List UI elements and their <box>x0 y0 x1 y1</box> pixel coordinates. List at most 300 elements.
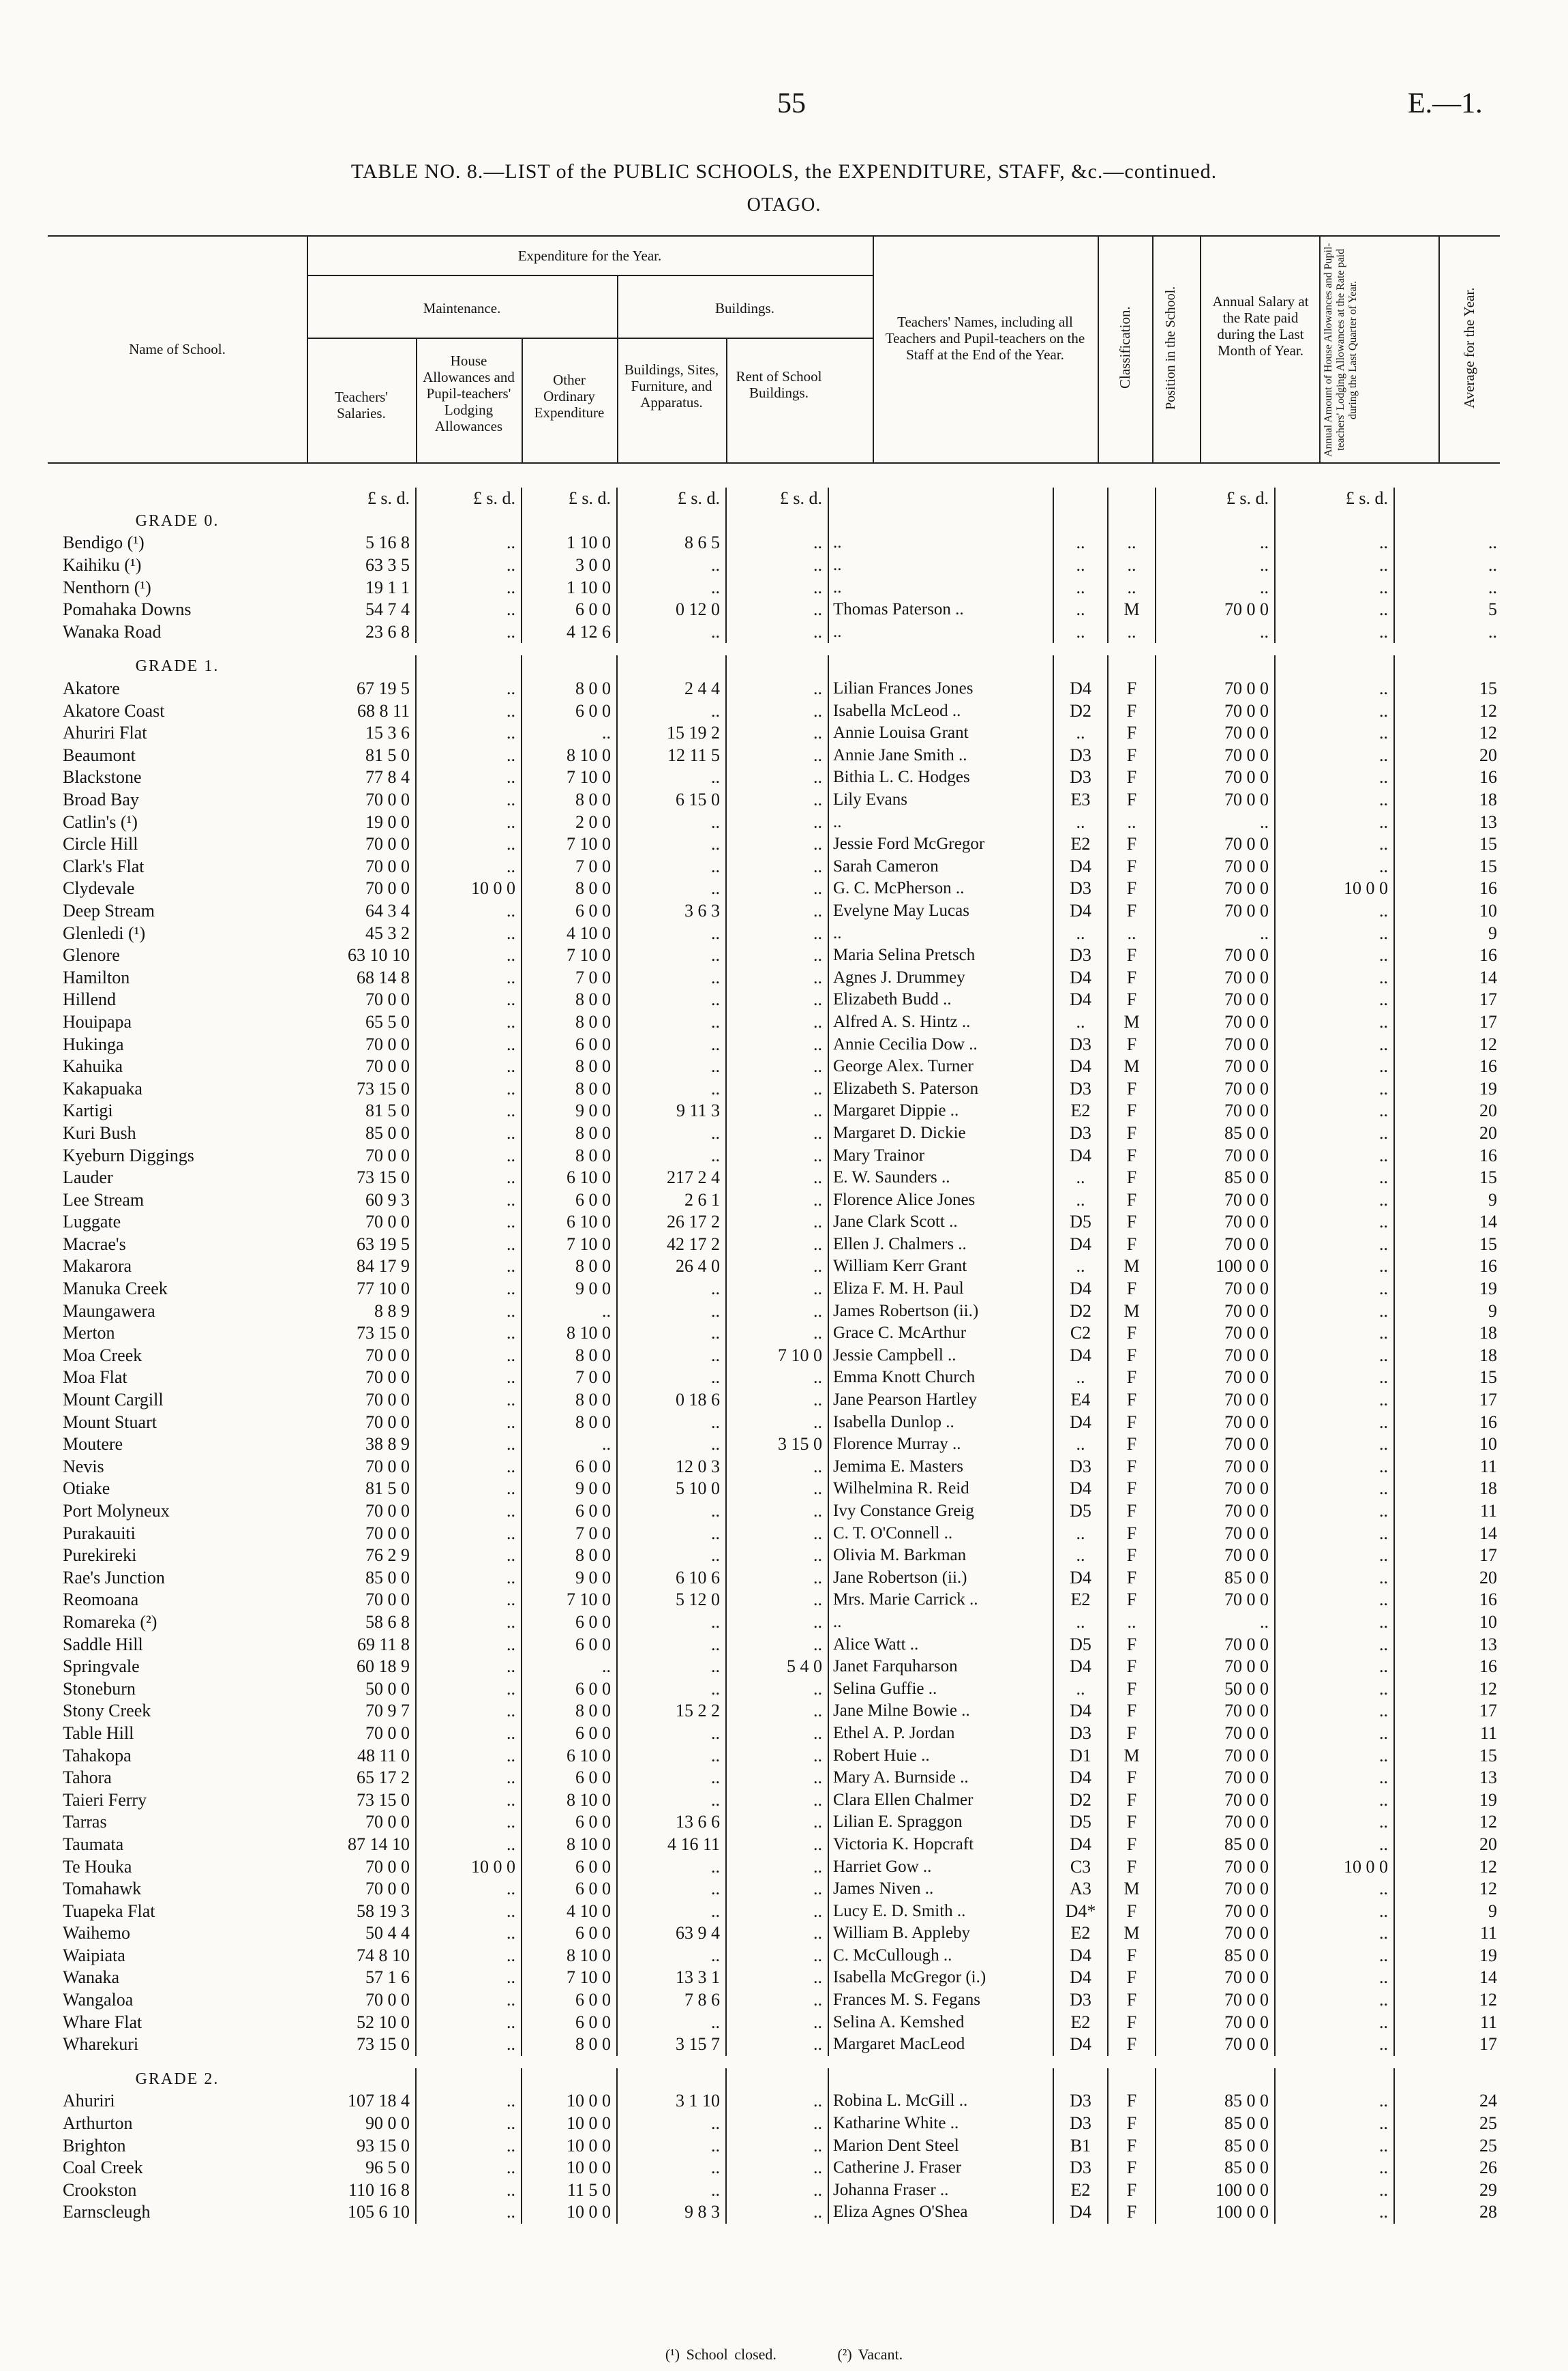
classification: D3 <box>1053 745 1108 767</box>
grade-row-cell <box>617 655 726 678</box>
annual-allowances: .. <box>1275 1300 1394 1322</box>
position: F <box>1108 1478 1156 1500</box>
classification: D4 <box>1053 1411 1108 1433</box>
teacher-name: Jessie Campbell .. <box>828 1345 1053 1367</box>
footnote-school-closed: (¹) School closed. <box>665 2346 777 2363</box>
group-buildings: Buildings. <box>715 300 774 316</box>
school-name: Moutere <box>63 1434 123 1455</box>
annual-salary: 70 0 0 <box>1156 1189 1275 1211</box>
average-attendance: 13 <box>1479 1768 1497 1788</box>
buildings-cost: 5 12 0 <box>617 1589 726 1611</box>
rent: .. <box>726 1500 828 1523</box>
buildings-cost: 8 6 5 <box>617 532 726 554</box>
classification: .. <box>1053 1677 1108 1700</box>
annual-salary: 70 0 0 <box>1156 1411 1275 1433</box>
other-expenditure: 6 0 0 <box>522 1456 617 1478</box>
average-attendance: 18 <box>1479 790 1497 810</box>
average-attendance: 11 <box>1479 1501 1497 1521</box>
annual-salary: 70 0 0 <box>1156 1723 1275 1745</box>
grade-row-cell <box>1108 510 1156 533</box>
other-expenditure: 6 10 0 <box>522 1167 617 1189</box>
house-allowances: .. <box>416 1611 522 1634</box>
table-row <box>48 1656 1500 1678</box>
classification: C3 <box>1053 1855 1108 1878</box>
house-allowances: .. <box>416 811 522 833</box>
teacher-name: E. W. Saunders .. <box>828 1167 1053 1189</box>
other-expenditure: 7 10 0 <box>522 766 617 789</box>
teacher-name: Wilhelmina R. Reid <box>828 1478 1053 1500</box>
annual-salary: .. <box>1156 621 1275 644</box>
house-allowances: .. <box>416 532 522 554</box>
rent: .. <box>726 2179 828 2202</box>
grade-row-cell <box>1275 2068 1394 2091</box>
average-attendance: 12 <box>1479 1990 1497 2010</box>
annual-allowances: .. <box>1275 1922 1394 1945</box>
position: M <box>1108 1255 1156 1278</box>
average-attendance: 19 <box>1479 1789 1497 1810</box>
teachers-salaries: 73 15 0 <box>307 1077 416 1100</box>
rent: .. <box>726 745 828 767</box>
teachers-salaries: 81 5 0 <box>307 745 416 767</box>
average-attendance: 5 <box>1488 599 1497 620</box>
column-teachers-salaries: Teachers' Salaries. <box>334 389 389 421</box>
house-allowances: .. <box>416 2134 522 2157</box>
rent: .. <box>726 1834 828 1856</box>
position: F <box>1108 833 1156 856</box>
grade-row-cell <box>1156 655 1275 678</box>
table-row <box>48 1389 1500 1412</box>
school-name: Pomahaka Downs <box>63 599 192 620</box>
rent: .. <box>726 1033 828 1056</box>
teachers-salaries: 69 11 8 <box>307 1633 416 1656</box>
teacher-name: Mary A. Burnside .. <box>828 1767 1053 1789</box>
units-cell: £ s. d. <box>726 488 828 510</box>
teachers-salaries: 81 5 0 <box>307 1478 416 1500</box>
rent: .. <box>726 532 828 554</box>
annual-allowances: .. <box>1275 599 1394 621</box>
classification: D4 <box>1053 1056 1108 1078</box>
classification: D4 <box>1053 1967 1108 1989</box>
classification: .. <box>1053 1189 1108 1211</box>
classification: .. <box>1053 599 1108 621</box>
classification: D5 <box>1053 1500 1108 1523</box>
teachers-salaries: 68 14 8 <box>307 966 416 989</box>
position: F <box>1108 1077 1156 1100</box>
average-attendance: 12 <box>1479 723 1497 743</box>
grade-row-cell <box>416 510 522 533</box>
teachers-salaries: 70 0 0 <box>307 1144 416 1167</box>
classification: .. <box>1053 1611 1108 1634</box>
annual-salary: 70 0 0 <box>1156 678 1275 700</box>
table-row <box>48 1167 1500 1189</box>
page-number: 55 <box>777 88 806 119</box>
average-attendance: 14 <box>1479 1212 1497 1232</box>
buildings-cost: .. <box>617 1611 726 1634</box>
annual-allowances: .. <box>1275 745 1394 767</box>
school-name: Table Hill <box>63 1723 134 1743</box>
teacher-name: C. T. O'Connell .. <box>828 1522 1053 1545</box>
annual-allowances: .. <box>1275 1433 1394 1456</box>
house-allowances: .. <box>416 900 522 923</box>
rent: .. <box>726 2134 828 2157</box>
buildings-cost: .. <box>617 2113 726 2135</box>
school-name: Kyeburn Diggings <box>63 1145 194 1165</box>
buildings-cost: .. <box>617 1278 726 1300</box>
annual-allowances: .. <box>1275 1234 1394 1256</box>
rent: .. <box>726 621 828 644</box>
teachers-salaries: 70 0 0 <box>307 1411 416 1433</box>
position: .. <box>1108 1611 1156 1634</box>
house-allowances: .. <box>416 1945 522 1967</box>
average-attendance: 10 <box>1479 1434 1497 1455</box>
average-attendance: 15 <box>1479 834 1497 854</box>
teacher-name: Katharine White .. <box>828 2113 1053 2135</box>
other-expenditure: 6 0 0 <box>522 1989 617 2012</box>
classification: D5 <box>1053 1211 1108 1234</box>
teacher-name: Florence Alice Jones <box>828 1189 1053 1211</box>
annual-allowances: 10 0 0 <box>1275 1855 1394 1878</box>
rent: .. <box>726 1278 828 1300</box>
other-expenditure: 7 10 0 <box>522 1589 617 1611</box>
teachers-salaries: 70 0 0 <box>307 1989 416 2012</box>
school-name: Ahuriri <box>63 2091 115 2111</box>
house-allowances: .. <box>416 2179 522 2202</box>
school-name: Blackstone <box>63 767 142 788</box>
school-name: Tarras <box>63 1812 107 1832</box>
annual-salary: 70 0 0 <box>1156 1589 1275 1611</box>
teachers-salaries: 96 5 0 <box>307 2157 416 2179</box>
average-attendance: 16 <box>1479 1590 1497 1610</box>
annual-salary: 70 0 0 <box>1156 1767 1275 1789</box>
annual-salary: 70 0 0 <box>1156 1967 1275 1989</box>
classification: D3 <box>1053 1989 1108 2012</box>
buildings-cost: .. <box>617 621 726 644</box>
teacher-name: .. <box>828 576 1053 599</box>
house-allowances: .. <box>416 1433 522 1456</box>
rent: .. <box>726 1945 828 1967</box>
rent: .. <box>726 1922 828 1945</box>
grade-row-cell <box>726 510 828 533</box>
buildings-cost: 12 11 5 <box>617 745 726 767</box>
group-maintenance: Maintenance. <box>423 300 501 316</box>
annual-salary: 70 0 0 <box>1156 1900 1275 1922</box>
house-allowances: .. <box>416 2201 522 2224</box>
units-cell: £ s. d. <box>522 488 617 510</box>
annual-allowances: .. <box>1275 1367 1394 1389</box>
table-row <box>48 1056 1500 1078</box>
average-attendance: 17 <box>1479 1701 1497 1721</box>
average-attendance: 19 <box>1479 1945 1497 1965</box>
average-attendance: 16 <box>1479 1256 1497 1277</box>
average-attendance: 12 <box>1479 1879 1497 1899</box>
table-row <box>48 1989 1500 2012</box>
position: F <box>1108 789 1156 811</box>
annual-allowances: .. <box>1275 1945 1394 1967</box>
annual-allowances: .. <box>1275 1211 1394 1234</box>
annual-allowances: .. <box>1275 678 1394 700</box>
table-row <box>48 532 1500 554</box>
rent: .. <box>726 1855 828 1878</box>
buildings-cost: 3 6 3 <box>617 900 726 923</box>
average-attendance: 16 <box>1479 767 1497 788</box>
other-expenditure: 8 10 0 <box>522 1789 617 1811</box>
house-allowances: .. <box>416 2090 522 2113</box>
other-expenditure: 7 10 0 <box>522 833 617 856</box>
buildings-cost: .. <box>617 1300 726 1322</box>
buildings-cost: 3 15 7 <box>617 2033 726 2056</box>
other-expenditure: .. <box>522 1300 617 1322</box>
average-attendance: 9 <box>1488 1189 1497 1210</box>
column-average: Average for the Year. <box>1461 287 1477 408</box>
other-expenditure: 6 0 0 <box>522 1878 617 1900</box>
teacher-name: .. <box>828 532 1053 554</box>
school-name: Purekireki <box>63 1545 137 1566</box>
school-name: Nenthorn (¹) <box>63 577 151 597</box>
table-row <box>48 789 1500 811</box>
classification: D3 <box>1053 2157 1108 2179</box>
teachers-salaries: 81 5 0 <box>307 1100 416 1122</box>
classification: D4 <box>1053 1767 1108 1789</box>
position: F <box>1108 1389 1156 1412</box>
annual-salary: 85 0 0 <box>1156 2113 1275 2135</box>
buildings-cost: .. <box>617 944 726 967</box>
table-row <box>48 722 1500 745</box>
other-expenditure: 10 0 0 <box>522 2090 617 2113</box>
other-expenditure: 8 10 0 <box>522 745 617 767</box>
table-row <box>48 1278 1500 1300</box>
rent: .. <box>726 1767 828 1789</box>
annual-salary: 70 0 0 <box>1156 1500 1275 1523</box>
annual-salary: 70 0 0 <box>1156 900 1275 923</box>
buildings-cost: .. <box>617 1367 726 1389</box>
house-allowances: .. <box>416 599 522 621</box>
annual-salary: 70 0 0 <box>1156 1700 1275 1723</box>
buildings-cost: .. <box>617 1122 726 1145</box>
buildings-cost: 9 8 3 <box>617 2201 726 2224</box>
position: M <box>1108 1011 1156 1034</box>
school-name: Waipiata <box>63 1945 125 1965</box>
house-allowances: .. <box>416 2113 522 2135</box>
school-name: Stoneburn <box>63 1678 136 1699</box>
rent: .. <box>726 944 828 967</box>
position: F <box>1108 1967 1156 1989</box>
teacher-name: .. <box>828 1611 1053 1634</box>
annual-salary: 70 0 0 <box>1156 878 1275 900</box>
annual-allowances: .. <box>1275 1633 1394 1656</box>
table-row <box>48 1322 1500 1345</box>
grade-row-cell <box>1053 510 1108 533</box>
table-row <box>48 1744 1500 1767</box>
annual-salary: 70 0 0 <box>1156 944 1275 967</box>
teachers-salaries: 70 0 0 <box>307 833 416 856</box>
buildings-cost: 13 3 1 <box>617 1967 726 1989</box>
teachers-salaries: 70 9 7 <box>307 1700 416 1723</box>
grade-row-cell <box>1275 510 1394 533</box>
table-row <box>48 856 1500 878</box>
teacher-name: William Kerr Grant <box>828 1255 1053 1278</box>
teachers-salaries: 70 0 0 <box>307 1033 416 1056</box>
teachers-salaries: 70 0 0 <box>307 1589 416 1611</box>
rent: .. <box>726 2157 828 2179</box>
other-expenditure: 10 0 0 <box>522 2113 617 2135</box>
school-name: Waihemo <box>63 1923 130 1943</box>
average-attendance: 16 <box>1479 1056 1497 1077</box>
school-name: Kuri Bush <box>63 1122 136 1143</box>
annual-allowances: .. <box>1275 1478 1394 1500</box>
school-name: Catlin's (¹) <box>63 811 138 832</box>
other-expenditure: 6 10 0 <box>522 1744 617 1767</box>
position: M <box>1108 1056 1156 1078</box>
house-allowances: .. <box>416 678 522 700</box>
house-allowances: .. <box>416 1211 522 1234</box>
table-row <box>48 1545 1500 1567</box>
position: F <box>1108 1411 1156 1433</box>
buildings-cost: .. <box>617 2011 726 2033</box>
annual-salary: .. <box>1156 1611 1275 1634</box>
rent: .. <box>726 1744 828 1767</box>
other-expenditure: 6 0 0 <box>522 1033 617 1056</box>
classification: .. <box>1053 1367 1108 1389</box>
annual-salary: 70 0 0 <box>1156 1522 1275 1545</box>
classification: D4 <box>1053 989 1108 1011</box>
house-allowances: .. <box>416 1589 522 1611</box>
school-name: Ahuriri Flat <box>63 723 147 743</box>
grade-row-cell <box>1053 655 1108 678</box>
grade-row-cell <box>307 655 416 678</box>
teacher-name: George Alex. Turner <box>828 1056 1053 1078</box>
school-name: Kaihiku (¹) <box>63 555 142 576</box>
other-expenditure: 9 0 0 <box>522 1478 617 1500</box>
buildings-cost: .. <box>617 856 726 878</box>
house-allowances: .. <box>416 722 522 745</box>
average-attendance: 9 <box>1488 923 1497 943</box>
classification: .. <box>1053 922 1108 944</box>
teachers-salaries: 70 0 0 <box>307 1456 416 1478</box>
teacher-name: G. C. McPherson .. <box>828 878 1053 900</box>
table-row <box>48 1922 1500 1945</box>
buildings-cost: 26 17 2 <box>617 1211 726 1234</box>
grade-heading: GRADE 0. <box>135 511 220 530</box>
buildings-cost: .. <box>617 878 726 900</box>
school-name: Glenore <box>63 945 120 966</box>
teachers-salaries: 70 0 0 <box>307 1878 416 1900</box>
position: F <box>1108 1211 1156 1234</box>
table-row <box>48 1300 1500 1322</box>
position: F <box>1108 1278 1156 1300</box>
grade-row-cell <box>726 2068 828 2091</box>
buildings-cost: .. <box>617 1411 726 1433</box>
school-name: Hukinga <box>63 1034 124 1054</box>
teacher-name: Jessie Ford McGregor <box>828 833 1053 856</box>
annual-salary: 70 0 0 <box>1156 1100 1275 1122</box>
position: M <box>1108 599 1156 621</box>
rent: .. <box>726 1989 828 2012</box>
average-attendance: 11 <box>1479 1456 1497 1476</box>
rent: .. <box>726 2033 828 2056</box>
school-name: Otiake <box>63 1478 110 1499</box>
house-allowances: .. <box>416 1700 522 1723</box>
average-attendance: 19 <box>1479 1279 1497 1299</box>
average-attendance: 16 <box>1479 945 1497 966</box>
table-row <box>48 1077 1500 1100</box>
rent: .. <box>726 722 828 745</box>
rent: .. <box>726 1056 828 1078</box>
buildings-cost: .. <box>617 1945 726 1967</box>
annual-allowances: .. <box>1275 1456 1394 1478</box>
other-expenditure: 7 0 0 <box>522 1367 617 1389</box>
classification: D3 <box>1053 1033 1108 1056</box>
position: F <box>1108 900 1156 923</box>
annual-salary: 100 0 0 <box>1156 1255 1275 1278</box>
average-attendance: 15 <box>1479 1745 1497 1765</box>
document-reference: E.—1. <box>1408 88 1483 119</box>
annual-allowances: .. <box>1275 1100 1394 1122</box>
rent: .. <box>726 554 828 577</box>
grade-row <box>48 655 1500 678</box>
average-attendance: 16 <box>1479 1656 1497 1677</box>
annual-salary: 70 0 0 <box>1156 966 1275 989</box>
house-allowances: .. <box>416 1744 522 1767</box>
grade-row-cell <box>1156 2068 1275 2091</box>
position: F <box>1108 1100 1156 1122</box>
table-row <box>48 1767 1500 1789</box>
annual-allowances: .. <box>1275 1723 1394 1745</box>
classification: D5 <box>1053 1811 1108 1834</box>
school-name: Springvale <box>63 1656 140 1677</box>
rent: .. <box>726 1611 828 1634</box>
school-name: Whare Flat <box>63 2012 142 2032</box>
teacher-name: .. <box>828 922 1053 944</box>
buildings-cost: .. <box>617 1322 726 1345</box>
classification: E4 <box>1053 1389 1108 1412</box>
teachers-salaries: 57 1 6 <box>307 1967 416 1989</box>
teachers-salaries: 70 0 0 <box>307 1500 416 1523</box>
teachers-salaries: 65 17 2 <box>307 1767 416 1789</box>
units-cell <box>828 488 1053 510</box>
rent: .. <box>726 1900 828 1922</box>
annual-allowances: .. <box>1275 989 1394 1011</box>
average-attendance: 12 <box>1479 1678 1497 1699</box>
house-allowances: .. <box>416 2033 522 2056</box>
classification: .. <box>1053 554 1108 577</box>
teacher-name: Grace C. McArthur <box>828 1322 1053 1345</box>
table-row <box>48 1411 1500 1433</box>
annual-allowances: .. <box>1275 1878 1394 1900</box>
annual-salary: 70 0 0 <box>1156 1322 1275 1345</box>
annual-allowances: .. <box>1275 1033 1394 1056</box>
average-attendance: .. <box>1488 621 1497 642</box>
column-teachers-names: Teachers' Names, including all Teachers and Pupil-teachers on the Staff at the End of the Year. <box>885 314 1085 363</box>
classification: D4 <box>1053 678 1108 700</box>
annual-allowances: .. <box>1275 1056 1394 1078</box>
house-allowances: .. <box>416 1411 522 1433</box>
teachers-salaries: 70 0 0 <box>307 1522 416 1545</box>
school-name: Earnscleugh <box>63 2202 151 2222</box>
house-allowances: .. <box>416 745 522 767</box>
other-expenditure: 11 5 0 <box>522 2179 617 2202</box>
teachers-salaries: 67 19 5 <box>307 678 416 700</box>
house-allowances: .. <box>416 1255 522 1278</box>
teacher-name: Jemima E. Masters <box>828 1456 1053 1478</box>
other-expenditure: 7 10 0 <box>522 1234 617 1256</box>
annual-salary: 70 0 0 <box>1156 1878 1275 1900</box>
position: F <box>1108 1545 1156 1567</box>
annual-salary: 85 0 0 <box>1156 2134 1275 2157</box>
teachers-salaries: 64 3 4 <box>307 900 416 923</box>
average-attendance: 16 <box>1479 878 1497 899</box>
other-expenditure: 6 0 0 <box>522 1855 617 1878</box>
house-allowances: .. <box>416 554 522 577</box>
